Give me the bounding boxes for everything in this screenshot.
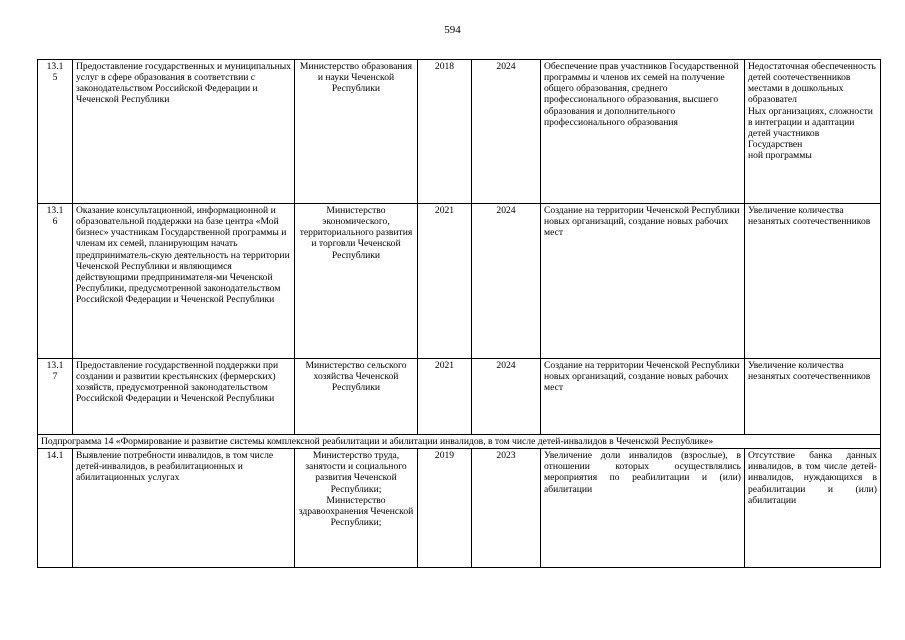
subprogram-row	[38, 435, 881, 449]
risks-cell: Увеличение количества незанятых соотечественников	[745, 204, 881, 359]
expected-result-cell: Обеспечение прав участников Государственной программы и членов их семей на получение общего образования, среднего профессионального образования, высшего образования и дополнительного профессионального образования	[541, 60, 745, 204]
program-measures-table	[37, 59, 881, 568]
expected-result-cell: Создание на территории Чеченской Республики новых организаций, создание новых рабочих мест	[541, 359, 745, 435]
end-year-cell: 2024	[472, 204, 541, 359]
expected-result-cell: Создание на территории Чеченской Республики новых организаций, создание новых рабочих мест	[541, 204, 745, 359]
measure-number-cell: 14.1	[38, 449, 73, 568]
measure-name-cell: Предоставление государственной поддержки при создании и развитии крестьянских (фермерских) хозяйств, предусмотренной законодательством Российской Федерации и Чеченской Республики	[73, 359, 295, 435]
page-number: 594	[444, 24, 461, 36]
executor-cell: Министерство экономического, территориального развития и торговли Чеченской Республики	[295, 204, 418, 359]
end-year-cell: 2024	[472, 359, 541, 435]
measure-name-cell: Выявление потребности инвалидов, в том числе детей-инвалидов, в реабилитационных и абилитационных услугах	[73, 449, 295, 568]
risks-cell: Отсутствие банка данных инвалидов, в том числе детей-инвалидов, нуждающихся в реабилитации и (или) абилитации	[745, 449, 881, 568]
executor-cell: Министерство труда, занятости и социального развития Чеченской Республики; Министерство здравоохранения Чеченской Республики;	[295, 449, 418, 568]
measure-name-cell: Оказание консультационной, информационной и образовательной поддержки на базе центра «Мой бизнес» участникам Государственной программы и членам их семей, планирующим начать предприниматель-скую деятельность на территории Чеченской Республики и являющимся действующими предпринимателя-ми Чеченской Республики, предусмотренной законодательством Российской Федерации и Чеченской Республики	[73, 204, 295, 359]
subprogram-title: Подпрограмма 14 «Формирование и развитие системы комплексной реабилитации и абилитации инвалидов, в том числе детей-инвалидов в Чеченской Республике»	[38, 435, 881, 449]
measure-number-cell: 13.1 7	[38, 359, 73, 435]
expected-result-cell: Увеличение доли инвалидов (взрослые), в отношении которых осуществлялись мероприятия по реабилитации и (или) абилитации	[541, 449, 745, 568]
risks-cell: Увеличение количества незанятых соотечественников	[745, 359, 881, 435]
table-row	[38, 204, 881, 359]
start-year-cell: 2021	[418, 359, 472, 435]
start-year-cell: 2021	[418, 204, 472, 359]
table-row	[38, 449, 881, 568]
measure-name-cell: Предоставление государственных и муниципальных услуг в сфере образования в соответствии с законодательством Российской Федерации и Чеченской Республики	[73, 60, 295, 204]
start-year-cell: 2019	[418, 449, 472, 568]
executor-cell: Министерство сельского хозяйства Чеченской Республики	[295, 359, 418, 435]
measure-number-cell: 13.1 5	[38, 60, 73, 204]
end-year-cell: 2024	[472, 60, 541, 204]
table-row	[38, 359, 881, 435]
risks-cell: Недостаточная обеспеченность детей соотечественников местами в дошкольных образовател Ных организациях, сложности в интеграции и адаптации детей участников Государствен ной программы	[745, 60, 881, 204]
start-year-cell: 2018	[418, 60, 472, 204]
executor-cell: Министерство образования и науки Чеченской Республики	[295, 60, 418, 204]
end-year-cell: 2023	[472, 449, 541, 568]
table-row	[38, 60, 881, 204]
measure-number-cell: 13.1 6	[38, 204, 73, 359]
